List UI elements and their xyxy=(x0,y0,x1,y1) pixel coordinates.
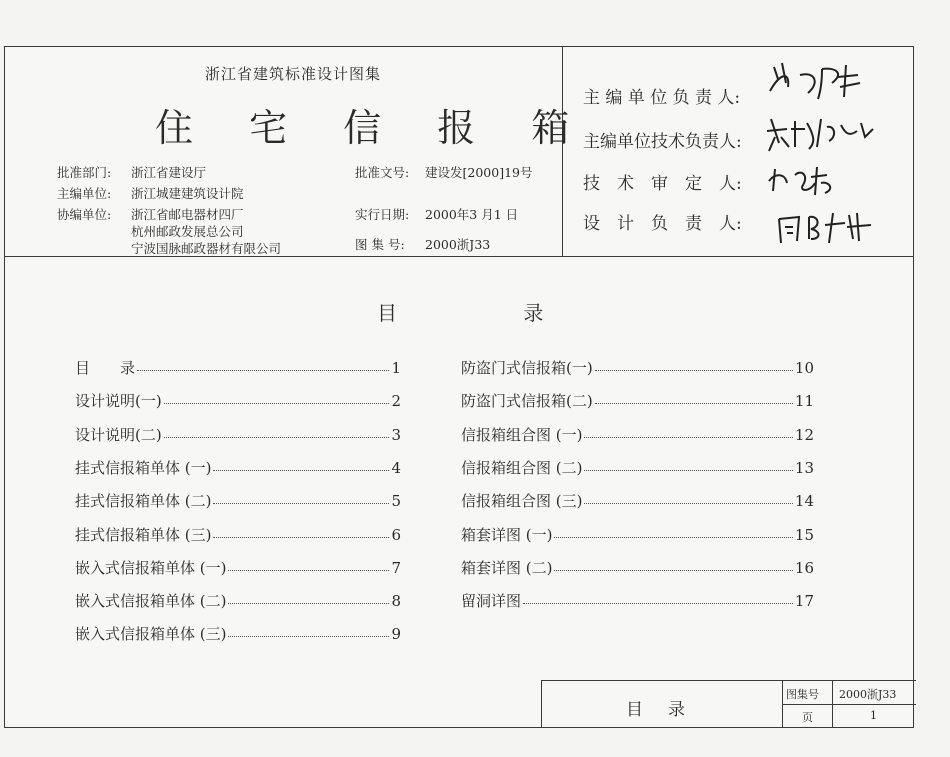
toc-entry-page: 16 xyxy=(794,558,814,577)
toc-entry xyxy=(461,490,814,511)
toc-leader-dots xyxy=(554,570,792,571)
co-editor-3: 宁波国脉邮政器材有限公司 xyxy=(131,241,282,256)
toc-entry-page: 1 xyxy=(391,359,401,377)
toc-leader-dots xyxy=(164,437,390,438)
toc-leader-dots xyxy=(228,570,389,571)
design-lead-label: 设 计 负 责 人: xyxy=(583,214,742,234)
toc-entry-page: 7 xyxy=(391,558,401,577)
toc-entry-label: 信报箱组合图 (二) xyxy=(461,458,583,477)
co-editor-label: 协编单位: xyxy=(57,207,112,222)
toc-entry xyxy=(461,590,814,611)
toc-entry xyxy=(75,424,401,445)
signature-tech-lead xyxy=(765,107,885,155)
toc-leader-dots xyxy=(228,603,389,604)
chief-editor-label: 主 编 单 位 负 责 人: xyxy=(583,88,741,108)
toc-entry xyxy=(75,524,401,545)
title-block-atlas-label: 图集号 xyxy=(786,688,819,701)
toc-leader-dots xyxy=(554,537,792,538)
toc-leader-dots xyxy=(213,537,389,538)
drawing-sheet xyxy=(4,46,914,728)
effective-date: 2000年3 月1 日 xyxy=(425,207,519,222)
toc-leader-dots xyxy=(595,370,793,371)
approval-no-label: 批准文号: xyxy=(355,165,410,180)
tech-reviewer-label: 技 术 审 定 人: xyxy=(583,174,742,194)
toc-entry-page: 10 xyxy=(794,359,814,377)
toc-entry-page: 5 xyxy=(391,492,401,511)
title-block xyxy=(541,680,916,728)
toc-leader-dots xyxy=(584,470,792,471)
tech-lead-label: 主编单位技术负责人: xyxy=(583,132,742,152)
toc-entry xyxy=(75,357,401,378)
toc-entry-label: 目 录 xyxy=(75,359,136,377)
toc-entry xyxy=(461,557,814,578)
toc-leader-dots xyxy=(228,636,389,637)
toc-entry xyxy=(461,357,814,378)
toc-leader-dots xyxy=(584,437,792,438)
toc-leader-dots xyxy=(213,503,389,504)
toc-entry xyxy=(75,457,401,478)
toc-entry-label: 防盗门式信报箱(二) xyxy=(461,392,593,411)
toc-leader-dots xyxy=(137,370,389,371)
toc-leader-dots xyxy=(213,470,389,471)
toc-leader-dots xyxy=(595,403,793,404)
toc-entry-label: 嵌入式信报箱单体 (一) xyxy=(75,558,227,577)
atlas-no-label: 图 集 号: xyxy=(355,237,405,252)
toc-entry-label: 信报箱组合图 (一) xyxy=(461,425,583,444)
title-block-atlas-no: 2000浙J33 xyxy=(839,688,897,701)
toc-entry-label: 嵌入式信报箱单体 (三) xyxy=(75,625,227,644)
toc-entry-page: 13 xyxy=(794,458,814,477)
editor-unit: 浙江城建建筑设计院 xyxy=(131,186,244,201)
toc-entry-page: 12 xyxy=(794,425,814,444)
toc-entry-page: 6 xyxy=(391,525,401,544)
toc-entry xyxy=(75,490,401,511)
toc-entry-page: 3 xyxy=(391,425,401,444)
co-editor-1: 浙江省邮电器材四厂 xyxy=(131,207,244,222)
title-block-page-label: 页 xyxy=(802,711,813,724)
co-editor-2: 杭州邮政发展总公司 xyxy=(131,224,244,239)
series-title: 浙江省建筑标准设计图集 xyxy=(205,65,382,83)
approval-no: 建设发[2000]19号 xyxy=(425,165,533,180)
toc-entry-page: 4 xyxy=(391,458,401,477)
toc-leader-dots xyxy=(164,403,390,404)
approval-dept-label: 批准部门: xyxy=(57,165,112,180)
toc-entry-label: 留洞详图 xyxy=(461,592,522,611)
toc-entry-label: 防盗门式信报箱(一) xyxy=(461,359,593,377)
signature-chief-editor xyxy=(760,53,880,109)
signature-tech-reviewer xyxy=(765,155,855,199)
toc-entry-label: 箱套详图 (一) xyxy=(461,525,553,544)
toc-entry xyxy=(461,457,814,478)
toc-entry-label: 挂式信报箱单体 (三) xyxy=(75,525,212,544)
page-title: 住 宅 信 报 箱 xyxy=(155,106,592,150)
toc-entry-label: 挂式信报箱单体 (一) xyxy=(75,458,212,477)
toc-entry-page: 9 xyxy=(391,625,401,644)
toc-entry-page: 2 xyxy=(391,392,401,411)
toc-entry-label: 挂式信报箱单体 (二) xyxy=(75,492,212,511)
toc-entry-page: 15 xyxy=(794,525,814,544)
toc-entry xyxy=(461,424,814,445)
toc-entry-label: 信报箱组合图 (三) xyxy=(461,492,583,511)
toc-leader-dots xyxy=(584,503,792,504)
title-block-name: 目 录 xyxy=(626,700,689,720)
toc-title: 目 录 xyxy=(377,301,604,325)
toc-entry-page: 11 xyxy=(794,392,814,411)
toc-leader-dots xyxy=(523,603,793,604)
toc-entry xyxy=(461,524,814,545)
signature-design-lead xyxy=(775,199,885,251)
toc-entry xyxy=(75,390,401,411)
toc-entry xyxy=(75,590,401,611)
atlas-no: 2000浙J33 xyxy=(425,237,491,252)
toc-entry-page: 8 xyxy=(391,592,401,611)
toc-entry-label: 设计说明(二) xyxy=(75,425,162,444)
title-block-page-no: 1 xyxy=(870,709,877,722)
toc-entry xyxy=(75,623,401,644)
toc-entry-page: 14 xyxy=(794,492,814,511)
approval-dept: 浙江省建设厅 xyxy=(131,165,207,180)
toc-entry-label: 设计说明(一) xyxy=(75,392,162,411)
toc-entry xyxy=(75,557,401,578)
editor-unit-label: 主编单位: xyxy=(57,186,112,201)
toc-entry-label: 嵌入式信报箱单体 (二) xyxy=(75,592,227,611)
toc-entry-label: 箱套详图 (二) xyxy=(461,558,553,577)
toc-entry xyxy=(461,390,814,411)
toc-entry-page: 17 xyxy=(794,592,814,611)
effective-date-label: 实行日期: xyxy=(355,207,410,222)
